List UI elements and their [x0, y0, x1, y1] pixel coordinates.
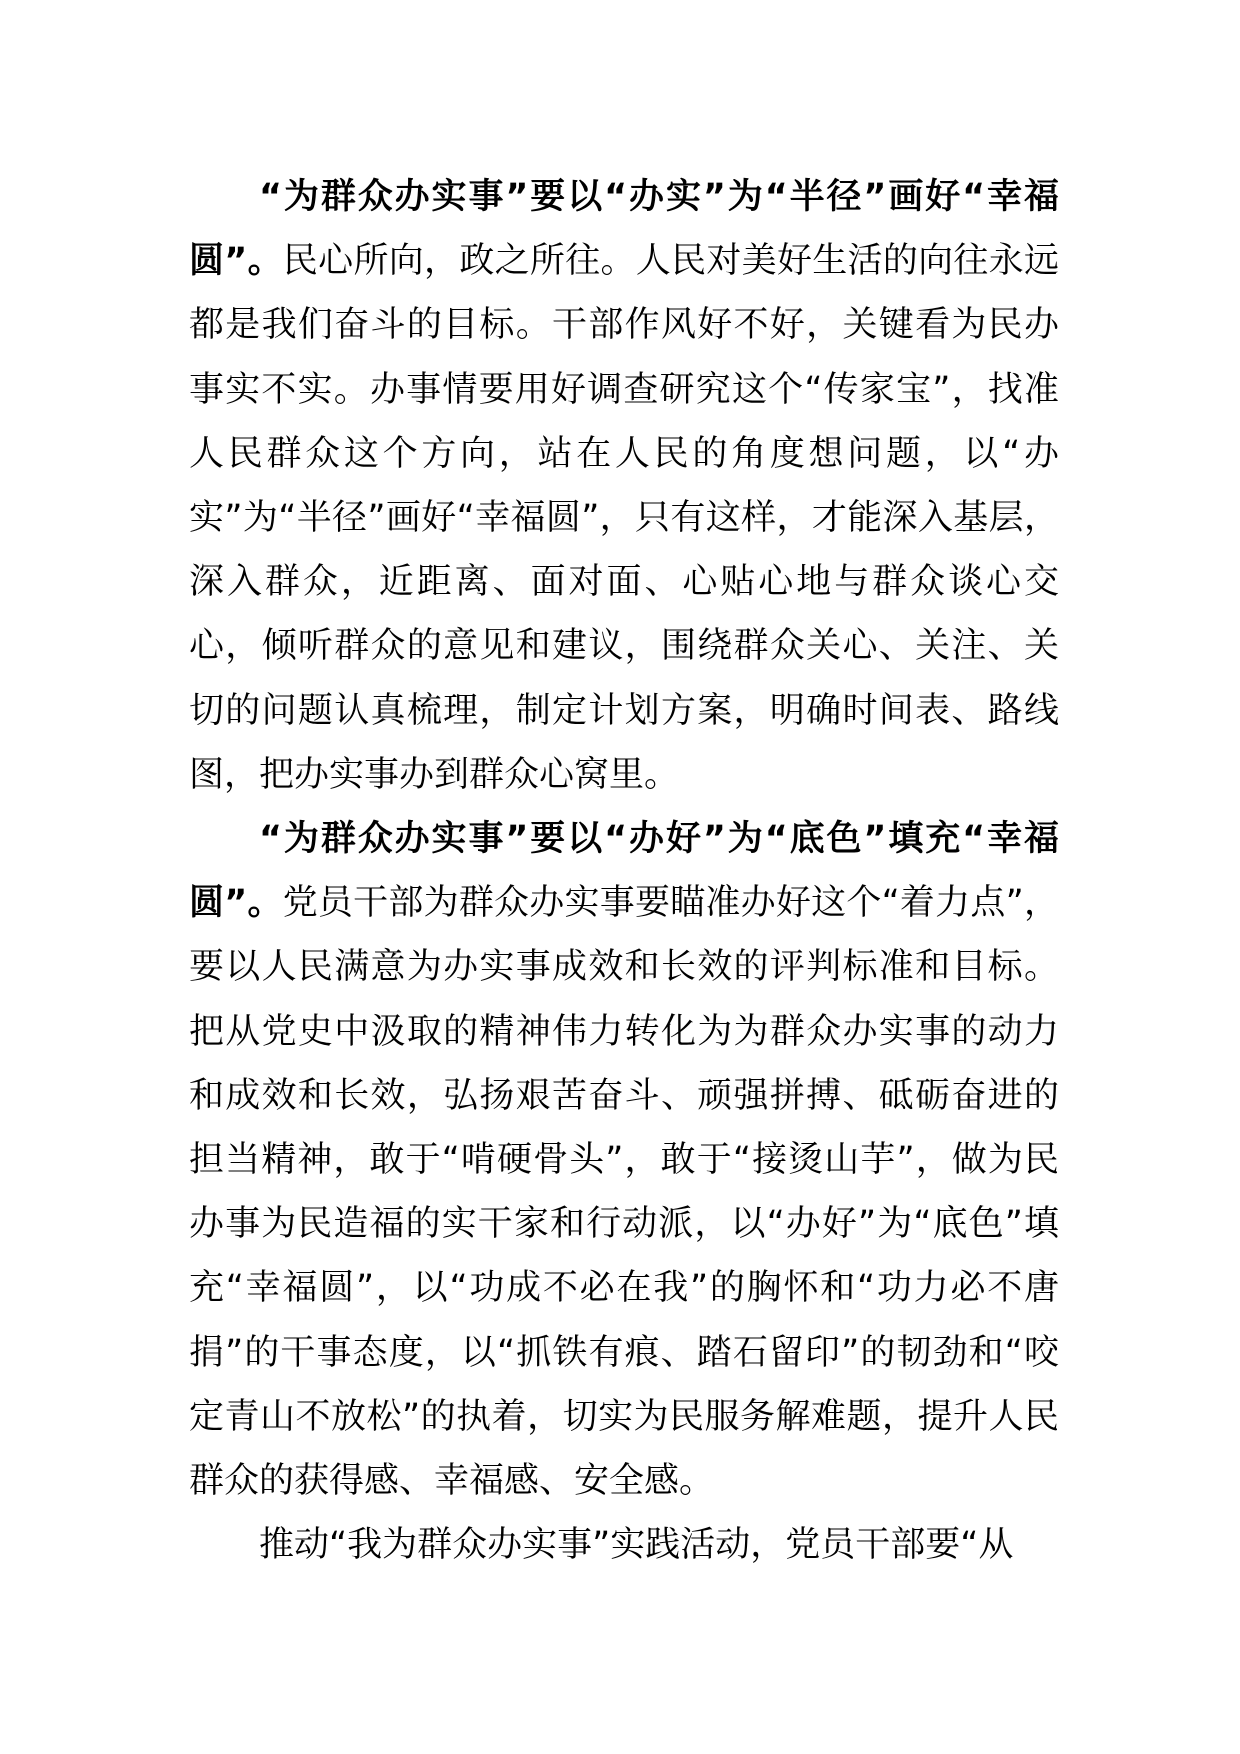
paragraph-1-text: 民心所向，政之所往。人民对美好生活的向往永远都是我们奋斗的目标。干部作风好不好，关键看为民办事实不实。办事情要用好调查研究这个“传家宝”，找准人民群众这个方向，站在人民的角度想问题，以“办实”为“半径”画好“幸福圆”，只有这样，才能深入基层，深入群众，近距离、面对面、心贴心地与群众谈心交心，倾听群众的意见和建议，围绕群众关心、关注、关切的问题认真梳理，制定计划方案，明确时间表、路线图，把办实事办到群众心窝里。 — [189, 241, 1059, 795]
document-body — [189, 165, 1059, 1577]
paragraph-2-heading: “为群众办实事”要以“办好”为“底色”填充“幸福圆”。 — [189, 819, 1059, 924]
paragraph-1 — [189, 165, 1059, 807]
paragraph-2-text: 党员干部为群众办实事要瞄准办好这个“着力点”，要以人民满意为办实事成效和长效的评判标准和目标。把从党史中汲取的精神伟力转化为为群众办实事的动力和成效和长效，弘扬艰苦奋斗、顽强拼搏、砥砺奋进的担当精神，敢于“啃硬骨头”，敢于“接烫山芋”，做为民办事为民造福的实干家和行动派，以“办好”为“底色”填充“幸福圆”，以“功成不必在我”的胸怀和“功力必不唐捐”的干事态度，以“抓铁有痕、踏石留印”的韧劲和“咬定青山不放松”的执着，切实为民服务解难题，提升人民群众的获得感、幸福感、安全感。 — [189, 883, 1059, 1502]
paragraph-3 — [189, 1513, 1059, 1577]
paragraph-1-heading: “为群众办实事”要以“办实”为“半径”画好“幸福圆”。 — [189, 177, 1059, 282]
paragraph-2 — [189, 807, 1059, 1513]
paragraph-3-text: 推动“我为群众办实事”实践活动，党员干部要“从 — [259, 1525, 1014, 1566]
